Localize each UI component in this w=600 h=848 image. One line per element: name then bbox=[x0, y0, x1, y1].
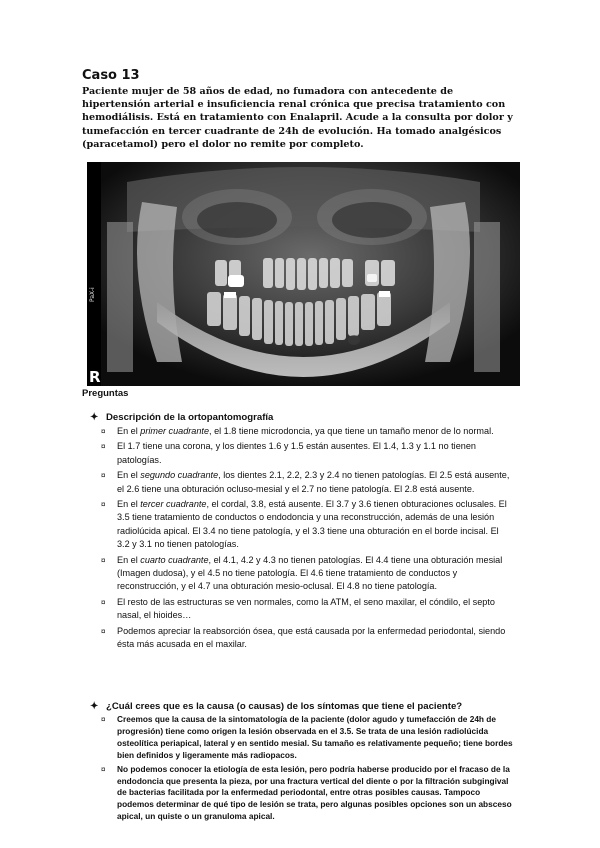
currency-bullet-icon: ¤ bbox=[101, 442, 106, 452]
list-item bbox=[90, 596, 530, 623]
list-item bbox=[90, 425, 530, 438]
list-item bbox=[90, 764, 530, 824]
question-2 bbox=[90, 701, 530, 825]
list-item bbox=[90, 625, 530, 652]
currency-bullet-icon: ¤ bbox=[101, 715, 106, 724]
list-item-text: No podemos conocer la etiología de esta lesión, pero podría haberse producido por el fracaso de la endodoncia que presenta la pieza, por una fractura vertical del diente o por la filtración subgingival de bacterias facilitada por la enfermedad periodontal, entre otras posibles causas. Tampoco podemos determinar de qué tipo de lesión se trata, pero algunas posibles opciones son un absceso apical, un quiste o un granuloma apical. bbox=[117, 763, 512, 822]
list-item bbox=[90, 440, 530, 467]
list-item bbox=[90, 714, 530, 762]
list-item-text: En el tercer cuadrante, el cordal, 3.8, está ausente. El 3.7 y 3.6 tienen obturaciones oclusales. El 3.5 tiene tratamiento de conductos o endodoncia y una reconstrucción, además de una lesión radiolúcida apical. El 3.4 no tiene patología, y el 3.3 tiene una obturación en el borde incisal. El 3.2 y 3.1 no tienen patologías. bbox=[117, 499, 507, 550]
list-item-text: El 1.7 tiene una corona, y los dientes 1.6 y 1.5 están ausentes. El 1.4, 1.3 y 1.1 no tienen patologías. bbox=[117, 441, 476, 465]
star-bullet-icon: ✦ bbox=[90, 701, 99, 712]
currency-bullet-icon: ¤ bbox=[101, 764, 106, 774]
list-item bbox=[90, 498, 530, 552]
quadrant-emphasis: cuarto cuadrante bbox=[140, 554, 209, 565]
list-item-text: Creemos que la causa de la sintomatología de la paciente (dolor agudo y tumefacción de 24h de progresión) tiene como origen la lesión observada en el 3.5. Se trata de una lesión radiolúcida osteolítica periapical, lateral y en sentido mesial. Su tamaño es relativamente pequeño; tiene bordes bien definidos y ligeramente más radiopacos. bbox=[117, 714, 513, 760]
currency-bullet-icon: ¤ bbox=[101, 597, 106, 607]
xray-brand-label: PaX-i bbox=[89, 287, 96, 302]
question-1 bbox=[90, 412, 530, 654]
question-1-header bbox=[90, 412, 530, 423]
quadrant-emphasis: primer cuadrante bbox=[140, 426, 210, 436]
panoramic-xray bbox=[87, 162, 520, 386]
question-2-heading: ¿Cuál crees que es la causa (o causas) de los síntomas que tiene el paciente? bbox=[106, 701, 463, 712]
currency-bullet-icon: ¤ bbox=[101, 500, 106, 510]
list-item-text: Podemos apreciar la reabsorción ósea, que está causada por la enfermedad periodontal, siendo ésta más acusada en el maxilar. bbox=[117, 625, 506, 650]
currency-bullet-icon: ¤ bbox=[101, 555, 106, 565]
quadrant-emphasis: tercer cuadrante bbox=[140, 499, 207, 510]
quadrant-emphasis: segundo cuadrante bbox=[140, 470, 219, 481]
case-title: Caso 13 bbox=[82, 68, 140, 83]
question-1-list bbox=[90, 425, 530, 652]
list-item bbox=[90, 469, 530, 496]
list-item-text: En el segundo cuadrante, los dientes 2.1, 2.2, 2.3 y 2.4 no tienen patologías. El 2.5 está ausente, el 2.6 tiene una obturación ocluso-mesial y el 2.7 no tiene patología. El 2.8 está ausente. bbox=[117, 470, 510, 494]
questions-heading: Preguntas bbox=[82, 388, 129, 399]
list-item-text: El resto de las estructuras se ven normales, como la ATM, el seno maxilar, el cóndilo, el septo nasal, el hioides… bbox=[117, 596, 495, 621]
list-item-text: En el cuarto cuadrante, el 4.1, 4.2 y 4.3 no tienen patologías. El 4.4 tiene una obturación mesial (Imagen dudosa), y el 4.5 no tiene patología. El 4.6 tiene tratamiento de conductos y reconstrucción, y el 4.7 una obturación mesio-oclusal. El 4.8 no tiene patología. bbox=[117, 554, 503, 592]
question-2-list bbox=[90, 714, 530, 823]
list-item bbox=[90, 554, 530, 594]
question-2-header bbox=[90, 701, 530, 712]
xray-graphic bbox=[87, 162, 520, 386]
case-intro: Paciente mujer de 58 años de edad, no fumadora con antecedente de hipertensión arterial e insuficiencia renal crónica que precisa tratamiento con hemodiálisis. Está en tratamiento con Enalapril. Acude a la consulta por dolor y tumefacción en tercer cuadrante de 24h de evolución. Ha tomado analgésicos (paracetamol) pero el dolor no remite por completo. bbox=[82, 86, 513, 150]
currency-bullet-icon: ¤ bbox=[101, 626, 106, 636]
xray-side-marker: R bbox=[89, 368, 101, 386]
star-bullet-icon: ✦ bbox=[90, 412, 99, 423]
currency-bullet-icon: ¤ bbox=[101, 471, 106, 481]
question-1-heading: Descripción de la ortopantomografía bbox=[106, 412, 274, 423]
list-item-text: En el primer cuadrante, el 1.8 tiene microdoncia, ya que tiene un tamaño menor de lo normal. bbox=[117, 426, 494, 436]
currency-bullet-icon: ¤ bbox=[101, 427, 106, 436]
